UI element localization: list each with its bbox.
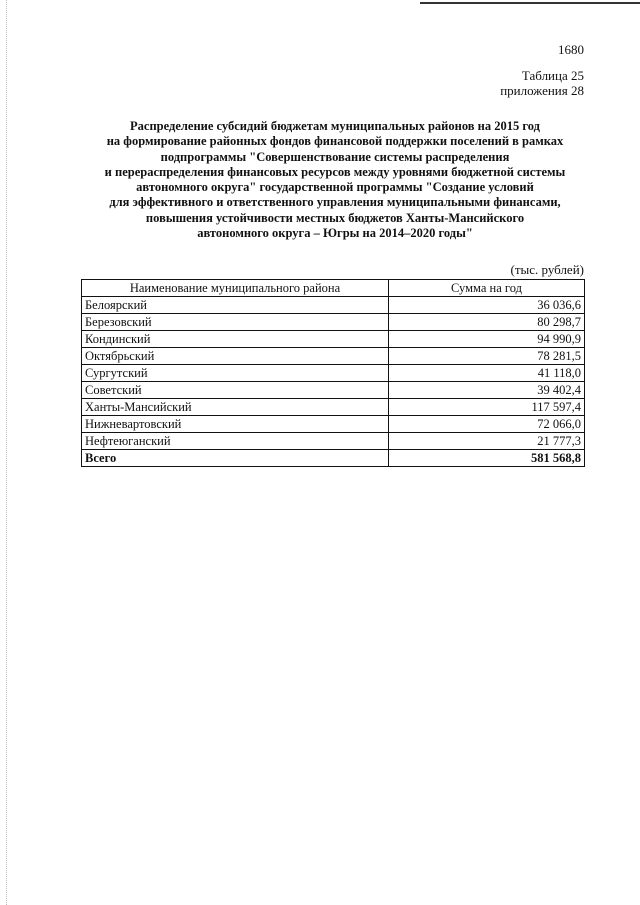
district-sum: 80 298,7 — [389, 314, 585, 331]
table-row — [82, 331, 585, 348]
district-name: Сургутский — [82, 365, 389, 382]
table-row — [82, 399, 585, 416]
district-name: Нефтеюганский — [82, 433, 389, 450]
district-sum: 41 118,0 — [389, 365, 585, 382]
total-sum: 581 568,8 — [389, 450, 585, 467]
district-name: Советский — [82, 382, 389, 399]
district-sum: 21 777,3 — [389, 433, 585, 450]
title-line: Распределение субсидий бюджетам муниципальных районов на 2015 год — [130, 119, 540, 133]
column-header-sum: Сумма на год — [389, 280, 585, 297]
district-name: Березовский — [82, 314, 389, 331]
table-row — [82, 433, 585, 450]
district-name: Нижневартовский — [82, 416, 389, 433]
district-name: Ханты-Мансийский — [82, 399, 389, 416]
district-sum: 36 036,6 — [389, 297, 585, 314]
district-name: Октябрьский — [82, 348, 389, 365]
table-ref-line-1: Таблица 25 — [521, 68, 584, 83]
table-row — [82, 314, 585, 331]
table-ref-line-2: приложения 28 — [500, 83, 584, 98]
district-sum: 39 402,4 — [389, 382, 585, 399]
table-row — [82, 297, 585, 314]
title-line: на формирование районных фондов финансовой поддержки поселений в рамках — [106, 134, 564, 149]
table-total-row — [82, 450, 585, 467]
table-row — [82, 348, 585, 365]
units-note: (тыс. рублей) — [510, 262, 584, 277]
page-number: 1680 — [558, 42, 584, 57]
total-label: Всего — [82, 450, 389, 467]
subsidy-table — [81, 279, 585, 467]
table-header-row — [82, 280, 585, 297]
document-title — [70, 119, 600, 241]
district-name: Белоярский — [82, 297, 389, 314]
district-name: Кондинский — [82, 331, 389, 348]
title-line: автономного округа – Югры на 2014–2020 годы" — [197, 226, 473, 241]
district-sum: 94 990,9 — [389, 331, 585, 348]
title-line: для эффективного и ответственного управления муниципальными финансами, — [109, 195, 561, 210]
title-line: автономного округа" государственной программы "Создание условий — [136, 180, 534, 195]
district-sum: 78 281,5 — [389, 348, 585, 365]
title-line: повышения устойчивости местных бюджетов Ханты-Мансийского — [145, 210, 525, 225]
district-sum: 72 066,0 — [389, 416, 585, 433]
column-header-name: Наименование муниципального района — [82, 280, 389, 297]
table-reference — [500, 68, 584, 98]
table-row — [82, 365, 585, 382]
district-sum: 117 597,4 — [389, 399, 585, 416]
left-scan-edge — [6, 0, 7, 905]
title-line: и перераспределения финансовых ресурсов между уровнями бюджетной системы — [104, 164, 566, 179]
table-row — [82, 382, 585, 399]
table-row — [82, 416, 585, 433]
title-line: подпрограммы "Совершенствование системы распределения — [160, 149, 510, 164]
top-scan-rule — [420, 2, 640, 4]
